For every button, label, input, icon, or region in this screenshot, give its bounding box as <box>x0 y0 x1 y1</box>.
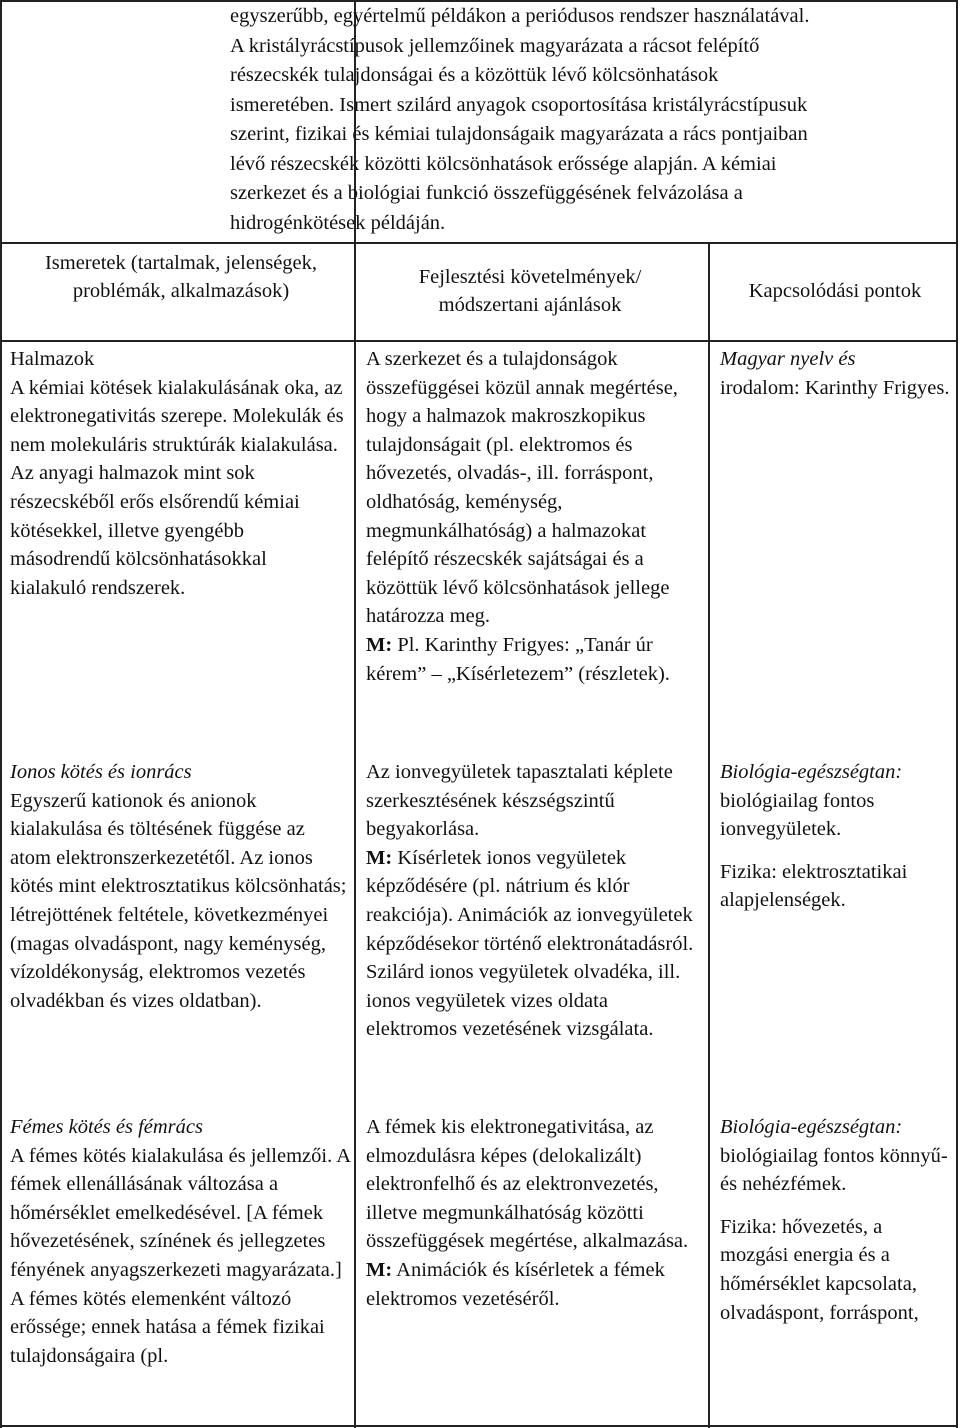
col3-b2-subject: Biológia-egészségtan: <box>720 761 903 783</box>
intro-line: egyszerűbb, egyértelmű példákon a periódusos rendszer használatával. <box>230 5 810 27</box>
col3-b3-fizika: Fizika: hővezetés, a mozgási energia és a hőmérséklet kapcsolata, olvadáspont, forráspont, <box>720 1215 919 1324</box>
col3-b2-text: biológiailag fontos ionvegyületek. <box>720 789 875 841</box>
section-title-ionos: Ionos kötés és ionrács <box>10 761 192 783</box>
intro-cell <box>230 2 952 238</box>
col1-content <box>10 345 346 602</box>
intro-line: ismeretében. Ismert szilárd anyagok csoportosítása kristályrácstípusuk <box>230 93 808 116</box>
col3-b1-subject: Magyar nyelv és <box>720 348 856 370</box>
section-text-ionos: Egyszerű kationok és anionok kialakulása és töltésének függése az atom elektronszerkezetétől. Az ionos kötés mint elektrosztatikus kölcsönhatás; létrejöttének feltétele, következményei (magas olvadáspont, nagy keménység, vízoldékonyság, elektromos vezetés olvadékban és vizes oldatban). <box>10 789 347 1012</box>
col2-block-3 <box>366 1113 702 1313</box>
col2-block-1 <box>366 345 702 688</box>
col3-b1-text: irodalom: Karinthy Frigyes. <box>720 376 950 399</box>
header-col3-text: Kapcsolódási pontok <box>748 280 922 302</box>
col3-b3-subject: Biológia-egészségtan: <box>720 1116 903 1138</box>
col1-ionos <box>10 758 350 1015</box>
intro-line: A kristályrácstípusok jellemzőinek magyarázata a rácsot felépítő <box>230 34 760 57</box>
section-text-halmazok: A kémiai kötések kialakulásának oka, az elektronegativitás szerepe. Molekulák és nem molekuláris struktúrák kialakulása. Az anyagi halmazok mint sok részecskéből erős elsőrendű kémiai kötésekkel, illetve gyengébb másodrendű kölcsönhatásokkal kialakuló rendszerek. <box>10 376 344 599</box>
col2-b3-text: A fémek kis elektronegativitása, az elmozdulásra képes (delokalizált) elektronfelhő és az elektronvezetés, illetve megmunkálhatóság közötti összefüggések megértése, alkalmazása. <box>366 1116 689 1253</box>
section-title-femes: Fémes kötés és fémrács <box>10 1116 203 1138</box>
header-col1 <box>40 249 322 305</box>
col2-b1-text: A szerkezet és a tulajdonságok összefüggései közül annak megértése, hogy a halmazok makroszkopikus tulajdonságait (pl. elektromos és hővezetés, olvadás-, ill. forráspont, oldhatóság, keménység, megmunkálhatóság) a halmazokat felépítő részecskék sajátságai és a közöttük lévő kölcsönhatások jellege határozza meg. <box>366 348 678 628</box>
method-text: Kísérletek ionos vegyületek képződésére (pl. nátrium és klór reakciója). Animációk az ionvegyületek képződésekor történő elektronátadásról. Szilárd ionos vegyületek olvadéka, ill. ionos vegyületek vizes oldata elektromos vezetésének vizsgálata. <box>366 846 694 1041</box>
section-text-femes: A fémes kötés kialakulása és jellemzői. A fémek ellenállásának változása a hőmérséklet emelkedésével. [A fémek hővezetésének, színének és jellegzetes fényének anyagszerkezeti magyarázata.] A fémes kötés elemenként változó erőssége; ennek hatása a fémek fizikai tulajdonságaira (pl. <box>10 1144 350 1367</box>
col1-femes <box>10 1113 350 1370</box>
table-border-intro <box>0 242 958 244</box>
col3-block-3 <box>720 1113 952 1327</box>
method-text: Pl. Karinthy Frigyes: „Tanár úr kérem” – „Kísérletezem” (részletek). <box>366 633 670 685</box>
col3-b3-text: biológiailag fontos könnyű- és nehézfémek. <box>720 1144 948 1196</box>
section-title-halmazok: Halmazok <box>10 348 95 370</box>
header-col2-text: Fejlesztési követelmények/ módszertani ajánlások <box>418 266 642 316</box>
table-border-header <box>0 340 958 342</box>
method-label: M: <box>366 1258 393 1281</box>
table-border-bottom <box>0 1425 958 1427</box>
intro-line: szerint, fizikai és kémiai tulajdonságaik magyarázata a rács pontjaiban <box>230 123 808 145</box>
col2-block-2 <box>366 758 702 1044</box>
header-col1-text: Ismeretek (tartalmak, jelenségek, problémák, alkalmazások) <box>44 252 318 302</box>
method-text: Animációk és kísérletek a fémek elektromos vezetéséről. <box>366 1258 665 1310</box>
col3-block-2 <box>720 758 952 915</box>
col2-b2-method <box>366 844 702 1044</box>
intro-line: részecskék tulajdonságai és a közöttük lévő kölcsönhatások <box>230 64 719 86</box>
table-border-right <box>956 0 958 1428</box>
col2-b3-method <box>366 1256 702 1313</box>
intro-line: hidrogénkötések példáján. <box>230 211 446 234</box>
table-border-col2 <box>708 242 710 1428</box>
table-border-left <box>0 0 2 1428</box>
header-col2 <box>380 263 680 319</box>
method-label: M: <box>366 633 393 656</box>
col2-b1-method <box>366 631 702 688</box>
intro-line: szerkezet és a biológiai funkció összefüggésének felvázolása a <box>230 182 743 204</box>
col3-b2-fizika: Fizika: elektrosztatikai alapjelenségek. <box>720 860 908 912</box>
intro-line: lévő részecskék közötti kölcsönhatások erőssége alapján. A kémiai <box>230 152 777 175</box>
header-col3 <box>712 277 958 305</box>
col2-b2-text: Az ionvegyületek tapasztalati képlete szerkesztésének készségszintű begyakorlása. <box>366 761 673 841</box>
method-label: M: <box>366 846 393 869</box>
col3-block-1 <box>720 345 952 402</box>
